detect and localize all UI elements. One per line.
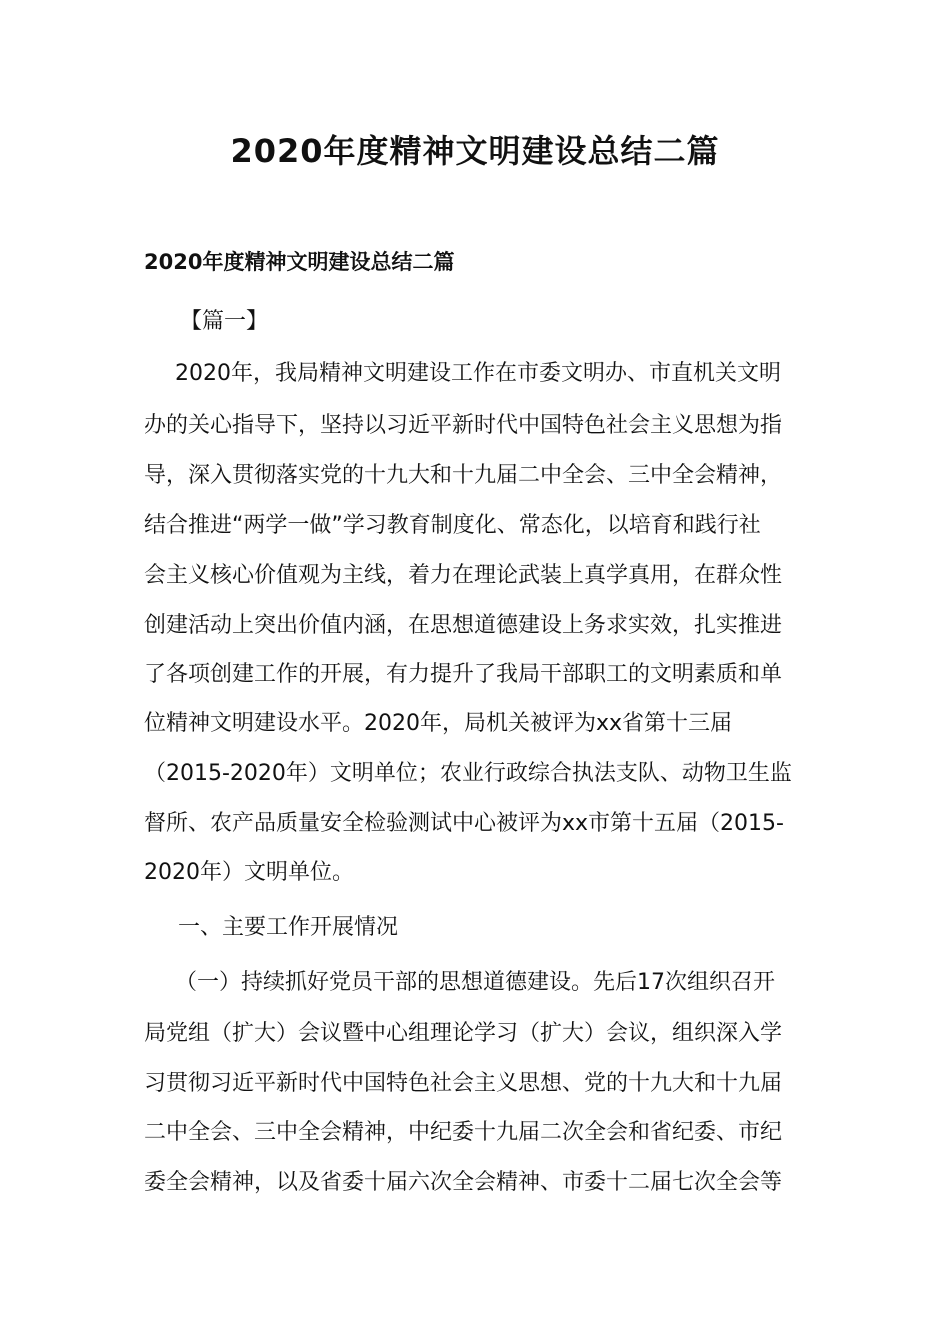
intro-line-5: 会主义核心价值观为主线，着力在理论武装上真学真用，在群众性 bbox=[144, 563, 783, 588]
intro-line-3: 导，深入贯彻落实党的十九大和十九届二中全会、三中全会精神， bbox=[144, 463, 783, 488]
intro-line-11: 2020年）文明单位。 bbox=[144, 860, 354, 885]
para-2-line-1: （一）持续抓好党员干部的思想道德建设。先后17次组织召开 bbox=[175, 970, 775, 995]
intro-line-6: 创建活动上突出价值内涵，在思想道德建设上务求实效，扎实推进 bbox=[144, 613, 783, 638]
document-title: 2020年度精神文明建设总结二篇 bbox=[230, 132, 720, 170]
para-2-line-4: 二中全会、三中全会精神，中纪委十九届二次全会和省纪委、市纪 bbox=[144, 1120, 783, 1145]
intro-line-4: 结合推进“两学一做”学习教育制度化、常态化，以培育和践行社 bbox=[144, 513, 761, 538]
document-subtitle: 2020年度精神文明建设总结二篇 bbox=[144, 250, 455, 274]
intro-line-9: （2015-2020年）文明单位；农业行政综合执法支队、动物卫生监 bbox=[144, 761, 792, 786]
intro-line-7: 了各项创建工作的开展，有力提升了我局干部职工的文明素质和单 bbox=[144, 662, 783, 687]
para-2-line-3: 习贯彻习近平新时代中国特色社会主义思想、党的十九大和十九届 bbox=[144, 1071, 783, 1096]
section-marker: 【篇一】 bbox=[180, 309, 269, 334]
para-2-line-2: 局党组（扩大）会议暨中心组理论学习（扩大）会议，组织深入学 bbox=[144, 1021, 783, 1046]
intro-line-2: 办的关心指导下，坚持以习近平新时代中国特色社会主义思想为指 bbox=[144, 413, 783, 438]
para-2-line-5: 委全会精神，以及省委十届六次全会精神、市委十二届七次全会等 bbox=[144, 1170, 783, 1195]
intro-line-1: 2020年，我局精神文明建设工作在市委文明办、市直机关文明 bbox=[175, 361, 781, 386]
intro-line-10: 督所、农产品质量安全检验测试中心被评为xx市第十五届（2015- bbox=[144, 811, 784, 836]
section-heading: 一、主要工作开展情况 bbox=[178, 915, 399, 940]
intro-line-8: 位精神文明建设水平。2020年，局机关被评为xx省第十三届 bbox=[144, 711, 733, 736]
